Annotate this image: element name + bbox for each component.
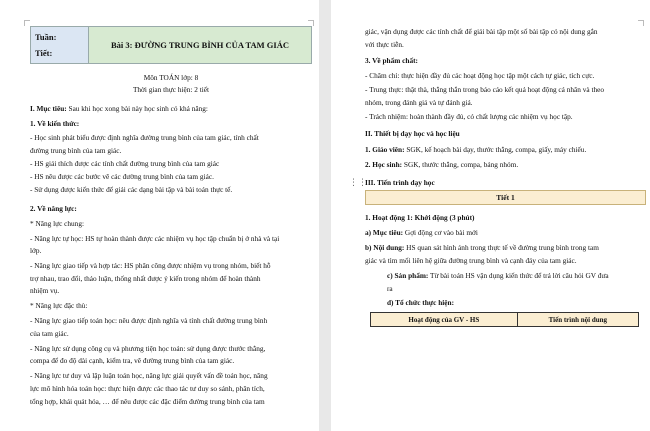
body-line: nhóm, trong đánh giá và tự đánh giá. bbox=[365, 98, 473, 107]
qualities-heading: 3. Về phẩm chất: bbox=[365, 56, 418, 65]
body-line: tổng hợp, khái quát hóa, … để nêu được các đặc điểm đường trung bình của tam bbox=[30, 397, 265, 406]
body-line: trợ nhau, trao đổi, thảo luận, thống nhất được ý kiến trong nhóm để hoàn thành bbox=[30, 274, 261, 283]
duration-line: Thời gian thực hiện: 2 tiết bbox=[132, 85, 210, 94]
week-period-cell[interactable] bbox=[31, 27, 89, 64]
page-gutter bbox=[319, 0, 331, 431]
equipment-heading: II. Thiết bị dạy học và học liệu bbox=[365, 129, 460, 138]
body-line: giác, vận dụng được các tính chất để giải bài tập một số bài tập có nội dung gắn bbox=[365, 27, 598, 36]
body-line: - Chăm chỉ: thực hiện đầy đủ các hoạt động học tập một cách tự giác, tích cực. bbox=[365, 71, 595, 80]
body-line: với thực tiễn. bbox=[365, 40, 404, 49]
goal-line: a) Mục tiêu: Gợi động cơ vào bài mới bbox=[365, 228, 478, 237]
activity-table bbox=[370, 312, 639, 327]
body-line: - Năng lực giao tiếp toán học: nêu được định nghĩa và tính chất đường trung bình bbox=[30, 316, 268, 325]
period-title-cell[interactable]: Tiết 1 bbox=[365, 190, 646, 205]
body-line: - Năng lực giao tiếp và hợp tác: HS phân công được nhiệm vụ trong nhóm, biết hỗ bbox=[30, 261, 271, 270]
body-line: lớp. bbox=[30, 246, 42, 255]
body-line: compa để đo độ dài cạnh, kiểm tra, vẽ đường trung bình của tam giác. bbox=[30, 356, 235, 365]
subject-line: Môn TOÁN lớp: 8 bbox=[143, 73, 199, 82]
objectives-heading: I. Mục tiêu: Sau khi học xong bài này học sinh có khả năng: bbox=[30, 104, 208, 113]
teacher-line: 1. Giáo viên: SGK, kế hoạch bài dạy, thước thẳng, compa, giấy, máy chiếu. bbox=[365, 145, 587, 154]
week-label: Tuần: bbox=[35, 32, 57, 42]
table-header-cell[interactable]: Tiến trình nội dung bbox=[517, 313, 638, 327]
body-line: - Trách nhiệm: hoàn thành đầy đủ, có chất lượng các nhiệm vụ học tập. bbox=[365, 112, 573, 121]
body-line: - HS nêu được các bước vẽ các đường trung bình của tam giác. bbox=[30, 172, 214, 181]
table-header-cell[interactable]: Hoạt động của GV - HS bbox=[371, 313, 518, 327]
process-heading: III. Tiến trình dạy học bbox=[365, 178, 435, 187]
lesson-header-table bbox=[30, 26, 312, 64]
organize-heading: d) Tổ chức thực hiện: bbox=[387, 298, 455, 307]
body-line: giác và tìm mối liên hệ giữa đường trung bình và cạnh đáy của tam giác. bbox=[365, 256, 577, 265]
document-page-left bbox=[0, 0, 319, 431]
body-line: - Năng lực tư duy và lập luận toán học, năng lực giải quyết vấn đề toán học, năng bbox=[30, 371, 268, 380]
margin-mark bbox=[638, 20, 644, 26]
body-line: * Năng lực chung: bbox=[30, 219, 85, 228]
body-line: - Trung thực: thật thà, thẳng thắn trong báo cáo kết quả hoạt động cá nhân và theo bbox=[365, 85, 605, 94]
body-line: * Năng lực đặc thù: bbox=[30, 301, 88, 310]
knowledge-heading: 1. Về kiến thức: bbox=[30, 119, 80, 128]
body-line: - Năng lực sử dụng công cụ và phương tiện học toán: sử dụng được thước thẳng, bbox=[30, 344, 266, 353]
body-line: - Năng lực tự học: HS tự hoàn thành được các nhiệm vụ học tập chuẩn bị ở nhà và tại bbox=[30, 234, 280, 243]
product-line: c) Sản phẩm: Từ bài toán HS vận dụng kiến thức để trả lời câu hỏi GV đưa bbox=[387, 271, 609, 280]
body-line: lực mô hình hóa toán học: thực hiện được các thao tác tư duy so sánh, phân tích, bbox=[30, 384, 265, 393]
body-line: ra bbox=[387, 284, 393, 293]
activity-heading: 1. Hoạt động 1: Khởi động (3 phút) bbox=[365, 213, 475, 222]
body-line: nhiệm vụ. bbox=[30, 286, 60, 295]
body-line: đường trung bình của tam giác. bbox=[30, 146, 122, 155]
body-line: của tam giác. bbox=[30, 329, 69, 338]
lesson-title[interactable]: Bài 3: ĐƯỜNG TRUNG BÌNH CỦA TAM GIÁC bbox=[89, 27, 312, 64]
drag-handle-icon[interactable]: ⋮⋮ bbox=[349, 178, 367, 188]
competence-heading: 2. Về năng lực: bbox=[30, 204, 77, 213]
body-line: - HS giải thích được các tính chất đường trung bình của tam giác bbox=[30, 159, 220, 168]
body-line: - Học sinh phát biểu được định nghĩa đường trung bình của tam giác, tính chất bbox=[30, 133, 259, 142]
content-line: b) Nội dung: HS quan sát hình ảnh trong thực tế về đường trung bình trong tam bbox=[365, 243, 599, 252]
student-line: 2. Học sinh: SGK, thước thẳng, compa, bảng nhóm. bbox=[365, 160, 519, 169]
period-label: Tiết: bbox=[35, 48, 53, 58]
body-line: - Sử dụng được kiến thức để giải các dạng bài tập và bài toán thực tế. bbox=[30, 185, 233, 194]
